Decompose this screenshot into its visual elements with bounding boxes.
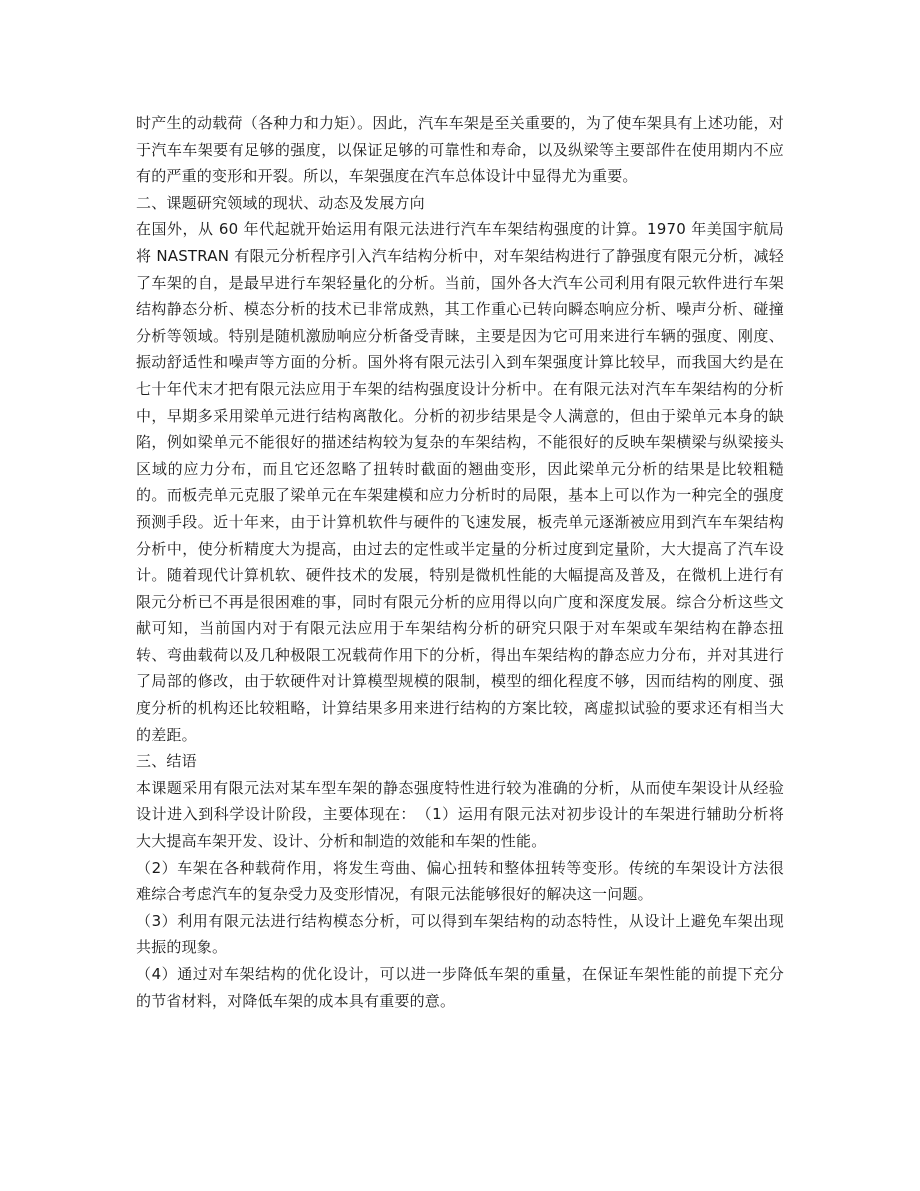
section-2-body: 在国外，从 60 年代起就开始运用有限元法进行汽车车架结构强度的计算。1970 年美国宇航局将 NASTRAN 有限元分析程序引入汽车结构分析中，对车架结构进行了静强度有限元分析，减轻了车架的自，是最早进行车架轻量化的分析。当前，国外各大汽车公司利用有限元软件进行车架结构静态分析、模态分析的技术已非常成熟，其工作重心已转向瞬态响应分析、噪声分析、碰撞分析等领域。特别是随机激励响应分析备受青睐，主要是因为它可用来进行车辆的强度、刚度、振动舒适性和噪声等方面的分析。国外将有限元法引入到车架强度计算比较早，而我国大约是在七十年代末才把有限元法应用于车架的结构强度设计分析中。在有限元法对汽车车架结构的分析中，早期多采用梁单元进行结构离散化。分析的初步结果是令人满意的，但由于梁单元本身的缺陷，例如梁单元不能很好的描述结构较为复杂的车架结构，不能很好的反映车架横梁与纵梁接头区域的应力分布，而且它还忽略了扭转时截面的翘曲变形，因此梁单元分析的结果是比较粗糙的。而板壳单元克服了梁单元在车架建模和应力分析时的局限，基本上可以作为一种完全的强度预测手段。近十年来，由于计算机软件与硬件的飞速发展，板壳单元逐渐被应用到汽车车架结构分析中，使分析精度大为提高，由过去的定性或半定量的分析过度到定量阶，大大提高了汽车设计。随着现代计算机软、硬件技术的发展，特别是微机性能的大幅提高及普及，在微机上进行有限元分析已不再是很困难的事，同时有限元分析的应用得以向广度和深度发展。综合分析这些文献可知，当前国内对于有限元法应用于车架结构分析的研究只限于对车架或车架结构在静态扭转、弯曲载荷以及几种极限工况载荷作用下的分析，得出车架结构的静态应力分布，并对其进行了局部的修改，由于软硬件对计算模型规模的限制，模型的细化程度不够，因而结构的刚度、强度分析的机构还比较粗略，计算结果多用来进行结构的方案比较，离虚拟试验的要求还有相当大的差距。 [136,220,784,744]
section-2-heading: 二、课题研究领域的现状、动态及发展方向 [136,193,425,212]
conclusion-item-4: （4）通过对车架结构的优化设计，可以进一步降低车架的重量，在保证车架性能的前提下充分的节省材料，对降低车架的成本具有重要的意。 [136,965,784,1010]
conclusion-item-3: （3）利用有限元法进行结构模态分析，可以得到车架结构的动态特性，从设计上避免车架出现共振的现象。 [136,911,784,957]
document-body [136,110,784,1014]
section-3-body: 本课题采用有限元法对某车型车架的静态强度特性进行较为准确的分析，从而使车架设计从经验设计进入到科学设计阶段，主要体现在： （1）运用有限元法对初步设计的车架进行辅助分析将大大提高车架开发、设计、分析和制造的效能和车架的性能。 [136,778,784,851]
section-3-heading: 三、结语 [136,752,197,771]
conclusion-item-2: （2）车架在各种载荷作用，将发生弯曲、偏心扭转和整体扭转等变形。传统的车架设计方法很难综合考虑汽车的复杂受力及变形情况，有限元法能够很好的解决这一问题。 [136,858,784,904]
paragraph-intro-end: 时产生的动载荷（各种力和力矩）。因此，汽车车架是至关重要的，为了使车架具有上述功能，对于汽车车架要有足够的强度，以保证足够的可靠性和寿命，以及纵梁等主要部件在使用期内不应有的严重的变形和开裂。所以，车架强度在汽车总体设计中显得尤为重要。 [136,114,784,186]
